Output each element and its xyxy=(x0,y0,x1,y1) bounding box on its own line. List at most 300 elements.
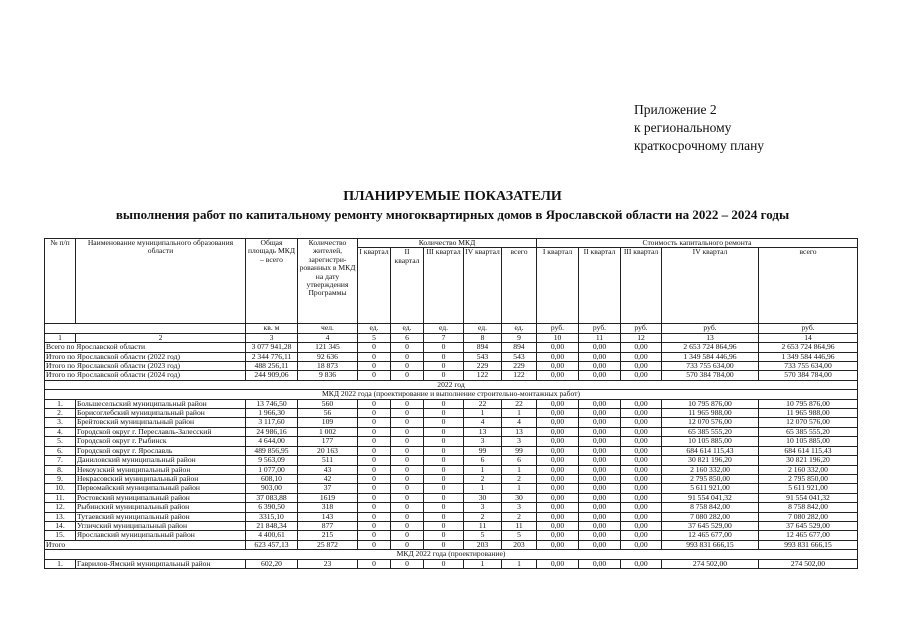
header-cost-q3: III квартал xyxy=(621,248,662,324)
cell-q1: 0 xyxy=(358,437,391,446)
cell-c2: 0,00 xyxy=(579,512,621,521)
row-name: Гаврилов-Ямский муниципальный район xyxy=(76,559,246,568)
cell-q1: 0 xyxy=(358,474,391,483)
cell-q2: 0 xyxy=(391,512,424,521)
cell-q4: 5 xyxy=(464,531,502,540)
cell-q4: 122 xyxy=(464,371,502,380)
cell-c3: 0,00 xyxy=(621,531,662,540)
cell-q4: 229 xyxy=(464,362,502,371)
table-row xyxy=(45,474,858,483)
cell-c2: 0,00 xyxy=(579,437,621,446)
cell-q3: 0 xyxy=(424,446,464,455)
row-number: 1. xyxy=(45,559,76,568)
cell-q2: 0 xyxy=(391,409,424,418)
cell-ctotal: 10 795 876,00 xyxy=(759,399,858,408)
cell-res: 92 636 xyxy=(298,352,358,361)
cell-c4: 91 554 041,32 xyxy=(662,493,759,502)
row-name: Тутаевский муниципальный район xyxy=(76,512,246,521)
unit-cell: руб. xyxy=(537,324,579,333)
cell-total: 122 xyxy=(502,371,537,380)
row-name: Итого по Ярославской области (2024 год) xyxy=(45,371,246,380)
cell-q2: 0 xyxy=(391,540,424,549)
cell-q3: 0 xyxy=(424,531,464,540)
cell-c4: 1 349 584 446,96 xyxy=(662,352,759,361)
cell-q3: 0 xyxy=(424,371,464,380)
cell-ctotal: 993 831 666,15 xyxy=(759,540,858,549)
cell-area: 37 083,88 xyxy=(246,493,298,502)
cell-c1: 0,00 xyxy=(537,352,579,361)
cell-c4: 12 070 576,00 xyxy=(662,418,759,427)
cell-c4: 10 795 876,00 xyxy=(662,399,759,408)
cell-area: 903,00 xyxy=(246,484,298,493)
cell-area: 1 966,30 xyxy=(246,409,298,418)
cell-c2: 0,00 xyxy=(579,484,621,493)
cell-q2: 0 xyxy=(391,427,424,436)
cell-c1: 0,00 xyxy=(537,474,579,483)
cell-q2: 0 xyxy=(391,371,424,380)
row-name: Некрасовский муниципальный район xyxy=(76,474,246,483)
cell-res: 109 xyxy=(298,418,358,427)
cell-q4: 30 xyxy=(464,493,502,502)
cell-q4: 2 xyxy=(464,474,502,483)
cell-c1: 0,00 xyxy=(537,493,579,502)
cell-total: 2 xyxy=(502,512,537,521)
row-number: 8. xyxy=(45,465,76,474)
cell-res: 20 163 xyxy=(298,446,358,455)
cell-ctotal: 733 755 634,00 xyxy=(759,362,858,371)
total-row xyxy=(45,540,858,549)
cell-q4: 3 xyxy=(464,503,502,512)
cell-c3: 0,00 xyxy=(621,493,662,502)
cell-c2: 0,00 xyxy=(579,362,621,371)
cell-c1: 0,00 xyxy=(537,371,579,380)
summary-row xyxy=(45,371,858,380)
cell-c1: 0,00 xyxy=(537,399,579,408)
cell-c2: 0,00 xyxy=(579,446,621,455)
column-number: 7 xyxy=(424,333,464,342)
cell-res: 511 xyxy=(298,456,358,465)
appendix-line-2: к региональному xyxy=(634,120,732,135)
cell-q1: 0 xyxy=(358,503,391,512)
cell-q4: 3 xyxy=(464,437,502,446)
cell-res: 121 345 xyxy=(298,343,358,352)
cell-res: 1 002 xyxy=(298,427,358,436)
cell-c1: 0,00 xyxy=(537,540,579,549)
cell-ctotal: 2 653 724 864,96 xyxy=(759,343,858,352)
cell-total: 3 xyxy=(502,437,537,446)
cell-res: 56 xyxy=(298,409,358,418)
cell-q2: 0 xyxy=(391,559,424,568)
cell-c3: 0,00 xyxy=(621,484,662,493)
header-cost-group: Стоимость капитального ремонта xyxy=(537,239,858,248)
document-title xyxy=(0,188,905,224)
cell-q1: 0 xyxy=(358,465,391,474)
row-number: 2. xyxy=(45,409,76,418)
cell-area: 4 400,61 xyxy=(246,531,298,540)
cell-ctotal: 10 105 885,00 xyxy=(759,437,858,446)
row-name: Всего по Ярославской области xyxy=(45,343,246,352)
table-row xyxy=(45,427,858,436)
cell-q3: 0 xyxy=(424,343,464,352)
cell-c2: 0,00 xyxy=(579,559,621,568)
unit-cell: руб. xyxy=(662,324,759,333)
cell-total: 1 xyxy=(502,484,537,493)
cell-q1: 0 xyxy=(358,427,391,436)
row-number: 15. xyxy=(45,531,76,540)
cell-q4: 99 xyxy=(464,446,502,455)
cell-res: 18 873 xyxy=(298,362,358,371)
cell-ctotal: 12 070 576,00 xyxy=(759,418,858,427)
cell-q3: 0 xyxy=(424,559,464,568)
row-number: 14. xyxy=(45,521,76,530)
cell-c4: 993 831 666,15 xyxy=(662,540,759,549)
cell-q1: 0 xyxy=(358,484,391,493)
unit-cell: руб. xyxy=(579,324,621,333)
cell-res: 877 xyxy=(298,521,358,530)
cell-q1: 0 xyxy=(358,343,391,352)
cell-c2: 0,00 xyxy=(579,465,621,474)
summary-row xyxy=(45,343,858,352)
cell-c1: 0,00 xyxy=(537,484,579,493)
cell-ctotal: 2 160 332,00 xyxy=(759,465,858,474)
appendix-line-3: краткосрочному плану xyxy=(634,138,765,153)
cell-c1: 0,00 xyxy=(537,531,579,540)
row-number: 10. xyxy=(45,484,76,493)
cell-q2: 0 xyxy=(391,437,424,446)
cell-total: 1 xyxy=(502,465,537,474)
row-number: 3. xyxy=(45,418,76,427)
cell-q3: 0 xyxy=(424,456,464,465)
cell-ctotal: 30 821 196,20 xyxy=(759,456,858,465)
cell-q4: 543 xyxy=(464,352,502,361)
cell-q3: 0 xyxy=(424,437,464,446)
cell-res: 42 xyxy=(298,474,358,483)
cell-q2: 0 xyxy=(391,362,424,371)
cell-c2: 0,00 xyxy=(579,427,621,436)
cell-q3: 0 xyxy=(424,352,464,361)
row-name: Рыбинский муниципальный район xyxy=(76,503,246,512)
cell-q4: 6 xyxy=(464,456,502,465)
unit-cell: руб. xyxy=(621,324,662,333)
cell-area: 4 644,00 xyxy=(246,437,298,446)
cell-c4: 8 758 842,00 xyxy=(662,503,759,512)
cell-ctotal: 274 502,00 xyxy=(759,559,858,568)
section-row xyxy=(45,550,858,559)
cell-q4: 4 xyxy=(464,418,502,427)
title-main: ПЛАНИРУЕМЫЕ ПОКАЗАТЕЛИ xyxy=(343,189,562,204)
cell-total: 5 xyxy=(502,531,537,540)
row-name: Борисоглебский муниципальный район xyxy=(76,409,246,418)
cell-c4: 733 755 634,00 xyxy=(662,362,759,371)
cell-q3: 0 xyxy=(424,409,464,418)
cell-total: 30 xyxy=(502,493,537,502)
row-name: Угличский муниципальный район xyxy=(76,521,246,530)
cell-c4: 570 384 784,00 xyxy=(662,371,759,380)
cell-q3: 0 xyxy=(424,399,464,408)
cell-c1: 0,00 xyxy=(537,512,579,521)
cell-c3: 0,00 xyxy=(621,352,662,361)
cell-c4: 274 502,00 xyxy=(662,559,759,568)
cell-c2: 0,00 xyxy=(579,474,621,483)
cell-q3: 0 xyxy=(424,362,464,371)
cell-q1: 0 xyxy=(358,531,391,540)
cell-c2: 0,00 xyxy=(579,521,621,530)
cell-q4: 11 xyxy=(464,521,502,530)
column-number: 3 xyxy=(246,333,298,342)
cell-area: 244 909,06 xyxy=(246,371,298,380)
cell-ctotal: 5 611 921,00 xyxy=(759,484,858,493)
cell-c3: 0,00 xyxy=(621,409,662,418)
cell-c1: 0,00 xyxy=(537,427,579,436)
cell-c3: 0,00 xyxy=(621,540,662,549)
cell-q1: 0 xyxy=(358,446,391,455)
unit-cell: ед. xyxy=(502,324,537,333)
cell-q2: 0 xyxy=(391,493,424,502)
cell-q1: 0 xyxy=(358,540,391,549)
header-name: Наименование муниципального образования области xyxy=(76,239,246,324)
column-number: 10 xyxy=(537,333,579,342)
cell-q3: 0 xyxy=(424,418,464,427)
cell-c2: 0,00 xyxy=(579,399,621,408)
cell-c3: 0,00 xyxy=(621,437,662,446)
cell-res: 37 xyxy=(298,484,358,493)
row-name: Ярославский муниципальный район xyxy=(76,531,246,540)
row-number: 13. xyxy=(45,512,76,521)
cell-c4: 10 105 885,00 xyxy=(662,437,759,446)
cell-c2: 0,00 xyxy=(579,371,621,380)
column-number: 1 xyxy=(45,333,76,342)
cell-c2: 0,00 xyxy=(579,503,621,512)
cell-c1: 0,00 xyxy=(537,465,579,474)
table-row xyxy=(45,484,858,493)
table-row xyxy=(45,559,858,568)
cell-q2: 0 xyxy=(391,418,424,427)
row-name: Городской округ г. Переславль-Залесский xyxy=(76,427,246,436)
cell-total: 543 xyxy=(502,352,537,361)
row-name: Итого по Ярославской области (2022 год) xyxy=(45,352,246,361)
cell-c3: 0,00 xyxy=(621,503,662,512)
indicators-table xyxy=(44,238,858,569)
cell-total: 13 xyxy=(502,427,537,436)
cell-area: 608,10 xyxy=(246,474,298,483)
unit-cell: ед. xyxy=(391,324,424,333)
cell-c2: 0,00 xyxy=(579,409,621,418)
row-number: 12. xyxy=(45,503,76,512)
cell-q2: 0 xyxy=(391,503,424,512)
cell-q2: 0 xyxy=(391,456,424,465)
row-name: Итого по Ярославской области (2023 год) xyxy=(45,362,246,371)
cell-q2: 0 xyxy=(391,484,424,493)
cell-c4: 65 385 555,20 xyxy=(662,427,759,436)
header-num: № п/п xyxy=(45,239,76,324)
cell-area: 9 563,09 xyxy=(246,456,298,465)
cell-q4: 1 xyxy=(464,559,502,568)
cell-total: 1 xyxy=(502,409,537,418)
cell-q2: 0 xyxy=(391,474,424,483)
cell-q1: 0 xyxy=(358,493,391,502)
column-number: 12 xyxy=(621,333,662,342)
cell-q3: 0 xyxy=(424,484,464,493)
row-name: Первомайский муниципальный район xyxy=(76,484,246,493)
cell-q4: 1 xyxy=(464,409,502,418)
row-number: 11. xyxy=(45,493,76,502)
cell-total: 11 xyxy=(502,521,537,530)
table-row xyxy=(45,512,858,521)
column-numbers-row xyxy=(45,333,858,342)
header-total: всего xyxy=(502,248,537,324)
table-row xyxy=(45,418,858,427)
header-q1: I квартал xyxy=(358,248,391,324)
cell-ctotal: 11 965 988,00 xyxy=(759,409,858,418)
header-cost-q4: IV квартал xyxy=(662,248,759,324)
cell-c4: 2 160 332,00 xyxy=(662,465,759,474)
year-label: 2022 год xyxy=(45,380,858,389)
cell-c2: 0,00 xyxy=(579,540,621,549)
cell-c3: 0,00 xyxy=(621,465,662,474)
appendix-note xyxy=(634,101,764,155)
section2-label: МКД 2022 года (проектирование) xyxy=(45,550,858,559)
row-name: Городской округ г. Ярославль xyxy=(76,446,246,455)
cell-c3: 0,00 xyxy=(621,521,662,530)
cell-c1: 0,00 xyxy=(537,343,579,352)
cell-area: 2 344 776,11 xyxy=(246,352,298,361)
cell-q4: 13 xyxy=(464,427,502,436)
cell-q2: 0 xyxy=(391,465,424,474)
cell-ctotal: 12 465 677,00 xyxy=(759,531,858,540)
cell-c1: 0,00 xyxy=(537,409,579,418)
column-number: 2 xyxy=(76,333,246,342)
row-name: Большесельский муниципальный район xyxy=(76,399,246,408)
cell-q1: 0 xyxy=(358,512,391,521)
cell-total: 229 xyxy=(502,362,537,371)
section1-label: МКД 2022 года (проектирование и выполнение строительно-монтажных работ) xyxy=(45,390,858,399)
cell-q3: 0 xyxy=(424,465,464,474)
cell-area: 489 856,95 xyxy=(246,446,298,455)
cell-q1: 0 xyxy=(358,362,391,371)
cell-c4: 30 821 196,20 xyxy=(662,456,759,465)
row-name: Некоузский муниципальный район xyxy=(76,465,246,474)
cell-c3: 0,00 xyxy=(621,371,662,380)
row-name: Итого xyxy=(45,540,246,549)
cell-c4: 5 611 921,00 xyxy=(662,484,759,493)
cell-res: 25 872 xyxy=(298,540,358,549)
cell-q1: 0 xyxy=(358,521,391,530)
cell-res: 318 xyxy=(298,503,358,512)
table-row xyxy=(45,503,858,512)
cell-c4: 12 465 677,00 xyxy=(662,531,759,540)
table-row xyxy=(45,399,858,408)
column-number: 6 xyxy=(391,333,424,342)
cell-ctotal: 7 080 282,00 xyxy=(759,512,858,521)
cell-c3: 0,00 xyxy=(621,399,662,408)
cell-area: 3 117,60 xyxy=(246,418,298,427)
cell-area: 3 077 941,28 xyxy=(246,343,298,352)
cell-total: 22 xyxy=(502,399,537,408)
cell-c2: 0,00 xyxy=(579,456,621,465)
year-row xyxy=(45,380,858,389)
cell-q4: 1 xyxy=(464,465,502,474)
cell-q4: 1 xyxy=(464,484,502,493)
cell-res: 560 xyxy=(298,399,358,408)
header-area: Общая площадь МКД – всего xyxy=(246,239,298,324)
row-name: Брейтовский муниципальный район xyxy=(76,418,246,427)
cell-ctotal: 1 349 584 446,96 xyxy=(759,352,858,361)
cell-q3: 0 xyxy=(424,503,464,512)
cell-res: 23 xyxy=(298,559,358,568)
unit-cell: ед. xyxy=(424,324,464,333)
cell-q2: 0 xyxy=(391,352,424,361)
cell-q3: 0 xyxy=(424,474,464,483)
cell-q2: 0 xyxy=(391,399,424,408)
cell-q1: 0 xyxy=(358,418,391,427)
cell-c3: 0,00 xyxy=(621,418,662,427)
cell-c4: 37 645 529,00 xyxy=(662,521,759,530)
cell-ctotal: 65 385 555,20 xyxy=(759,427,858,436)
cell-res: 177 xyxy=(298,437,358,446)
row-number: 9. xyxy=(45,474,76,483)
cell-area: 488 256,11 xyxy=(246,362,298,371)
cell-c3: 0,00 xyxy=(621,427,662,436)
cell-q1: 0 xyxy=(358,409,391,418)
unit-cell: чел. xyxy=(298,324,358,333)
column-number: 8 xyxy=(464,333,502,342)
row-name: Ростовский муниципальный район xyxy=(76,493,246,502)
cell-q4: 2 xyxy=(464,512,502,521)
cell-c3: 0,00 xyxy=(621,362,662,371)
header-q4: IV квартал xyxy=(464,248,502,324)
cell-q1: 0 xyxy=(358,399,391,408)
cell-q4: 22 xyxy=(464,399,502,408)
units-row xyxy=(45,324,858,333)
cell-area: 13 746,50 xyxy=(246,399,298,408)
cell-q1: 0 xyxy=(358,371,391,380)
cell-ctotal: 684 614 115,43 xyxy=(759,446,858,455)
cell-c4: 2 795 850,00 xyxy=(662,474,759,483)
unit-cell: ед. xyxy=(464,324,502,333)
row-name: Городской округ г. Рыбинск xyxy=(76,437,246,446)
column-number: 14 xyxy=(759,333,858,342)
cell-c2: 0,00 xyxy=(579,343,621,352)
cell-q3: 0 xyxy=(424,427,464,436)
cell-area: 24 986,16 xyxy=(246,427,298,436)
cell-c2: 0,00 xyxy=(579,352,621,361)
header-cost-total: всего xyxy=(759,248,858,324)
cell-c4: 7 080 282,00 xyxy=(662,512,759,521)
unit-cell: руб. xyxy=(759,324,858,333)
header-cost-q2: II квартал xyxy=(579,248,621,324)
appendix-line-1: Приложение 2 xyxy=(634,102,717,117)
unit-cell: кв. м xyxy=(246,324,298,333)
cell-q3: 0 xyxy=(424,521,464,530)
row-number: 6. xyxy=(45,446,76,455)
cell-c3: 0,00 xyxy=(621,343,662,352)
title-sub: выполнения работ по капитальному ремонту многоквартирных домов в Ярославской области на 2022 – 2024 годы xyxy=(115,207,790,222)
cell-c3: 0,00 xyxy=(621,474,662,483)
cell-ctotal: 2 795 850,00 xyxy=(759,474,858,483)
row-number: 7. xyxy=(45,456,76,465)
cell-total: 2 xyxy=(502,474,537,483)
row-name: Даниловский муниципальный район xyxy=(76,456,246,465)
cell-ctotal: 8 758 842,00 xyxy=(759,503,858,512)
cell-ctotal: 91 554 041,32 xyxy=(759,493,858,502)
cell-q3: 0 xyxy=(424,512,464,521)
cell-res: 1619 xyxy=(298,493,358,502)
cell-area: 602,20 xyxy=(246,559,298,568)
cell-total: 6 xyxy=(502,456,537,465)
units-blank xyxy=(45,324,246,333)
header-cost-q1: I квартал xyxy=(537,248,579,324)
table-row xyxy=(45,446,858,455)
